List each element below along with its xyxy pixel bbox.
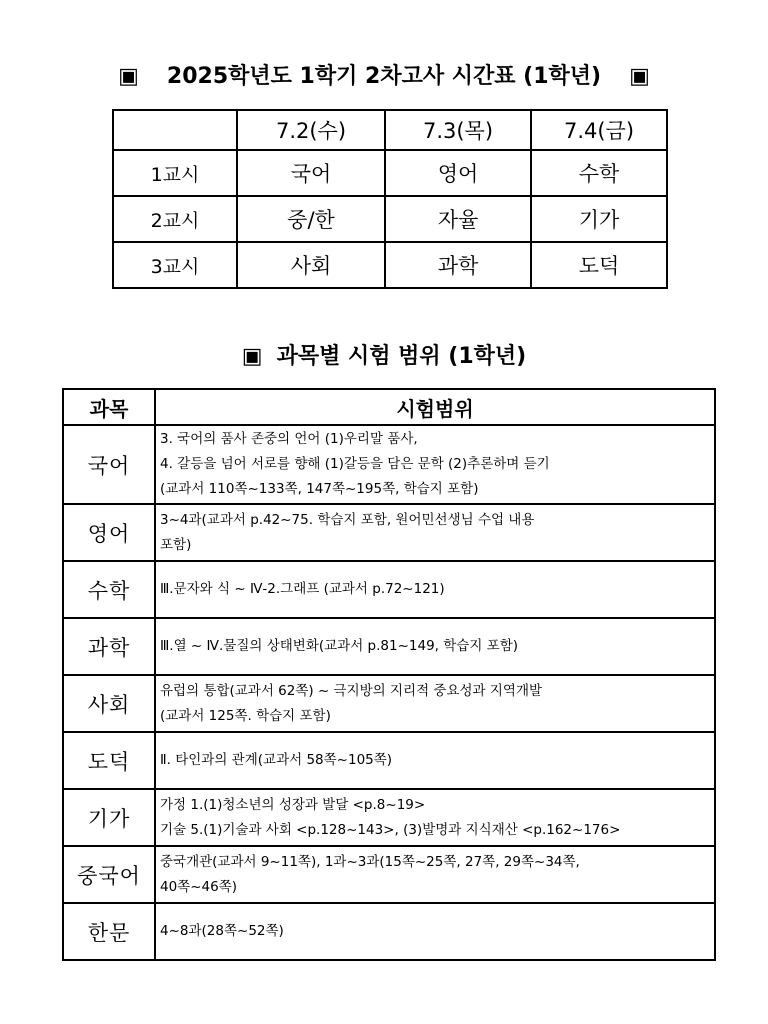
range-line: 4~8과(28쪽~52쪽) (160, 923, 284, 939)
day-header: 7.3(목) (385, 110, 531, 150)
range-line: 가정 1.(1)청소년의 성장과 발달 <p.8~19> (160, 796, 426, 813)
exam-range-table (62, 388, 716, 961)
range-text (155, 846, 715, 903)
range-row (63, 732, 715, 789)
range-row (63, 903, 715, 960)
range-text (155, 618, 715, 675)
schedule-table (112, 109, 668, 289)
box-icon: ▣ (629, 64, 650, 89)
subject-cell: 영어 (385, 150, 531, 196)
subject-cell: 국어 (237, 150, 385, 196)
range-row (63, 618, 715, 675)
subject-cell: 사회 (237, 242, 385, 288)
range-line: 기술 5.(1)기술과 사회 <p.128~143>, (3)발명과 지식재산 <p.162~176> (160, 821, 621, 838)
range-line: 유럽의 통합(교과서 62쪽) ~ 극지방의 지리적 중요성과 지역개발 (160, 682, 543, 699)
range-text (155, 789, 715, 846)
range-column-header: 시험범위 (155, 389, 715, 425)
range-line: 4. 갈등을 넘어 서로를 향해 (1)갈등을 담은 문학 (2)추론하며 듣기 (160, 456, 550, 472)
subject-cell: 과학 (385, 242, 531, 288)
range-subject: 중국어 (63, 846, 155, 903)
box-icon: ▣ (118, 64, 139, 89)
range-row (63, 789, 715, 846)
period-cell: 1교시 (113, 150, 237, 196)
range-subject: 도덕 (63, 732, 155, 789)
schedule-corner-cell (113, 110, 237, 150)
subject-column-header: 과목 (63, 389, 155, 425)
schedule-row (113, 150, 667, 196)
range-row (63, 561, 715, 618)
schedule-row (113, 196, 667, 242)
range-text (155, 675, 715, 732)
schedule-title-text: 2025학년도 1학기 2차고사 시간표 (1학년) (166, 64, 602, 89)
range-line: (교과서 110쪽~133쪽, 147쪽~195쪽, 학습지 포함) (160, 481, 479, 497)
range-line: 중국개관(교과서 9~11쪽), 1과~3과(15쪽~25쪽, 27쪽, 29쪽~34쪽, (160, 853, 580, 870)
range-line: 3. 국어의 품사 존중의 언어 (1)우리말 품사, (160, 431, 418, 447)
range-row (63, 425, 715, 504)
period-cell: 2교시 (113, 196, 237, 242)
subject-cell: 수학 (531, 150, 667, 196)
range-row (63, 846, 715, 903)
range-subject: 국어 (63, 425, 155, 504)
range-line: Ⅱ. 타인과의 관계(교과서 58쪽~105쪽) (160, 752, 393, 768)
range-line: Ⅲ.열 ~ Ⅳ.물질의 상태변화(교과서 p.81~149, 학습지 포함) (160, 638, 519, 654)
range-text (155, 504, 715, 561)
range-subject: 사회 (63, 675, 155, 732)
subject-cell: 자율 (385, 196, 531, 242)
schedule-header-row (113, 110, 667, 150)
subject-cell: 기가 (531, 196, 667, 242)
day-header: 7.4(금) (531, 110, 667, 150)
range-header-row (63, 389, 715, 425)
day-header: 7.2(수) (237, 110, 385, 150)
range-subject: 기가 (63, 789, 155, 846)
range-line: (교과서 125쪽. 학습지 포함) (160, 707, 331, 724)
range-subject: 한문 (63, 903, 155, 960)
range-row (63, 504, 715, 561)
schedule-title (0, 60, 768, 94)
period-cell: 3교시 (113, 242, 237, 288)
range-title-text: 과목별 시험 범위 (1학년) (276, 344, 527, 369)
range-text (155, 425, 715, 504)
range-text (155, 732, 715, 789)
range-line: 40쪽~46쪽) (160, 878, 238, 895)
range-subject: 과학 (63, 618, 155, 675)
range-subject: 수학 (63, 561, 155, 618)
range-line: Ⅲ.문자와 식 ~ Ⅳ-2.그래프 (교과서 p.72~121) (160, 581, 445, 597)
range-text (155, 903, 715, 960)
range-subject: 영어 (63, 504, 155, 561)
subject-cell: 중/한 (237, 196, 385, 242)
range-title (0, 340, 768, 374)
range-line: 포함) (160, 536, 192, 553)
range-text (155, 561, 715, 618)
subject-cell: 도덕 (531, 242, 667, 288)
range-row (63, 675, 715, 732)
box-icon: ▣ (241, 344, 263, 369)
schedule-row (113, 242, 667, 288)
range-line: 3~4과(교과서 p.42~75. 학습지 포함, 원어민선생님 수업 내용 (160, 511, 535, 528)
